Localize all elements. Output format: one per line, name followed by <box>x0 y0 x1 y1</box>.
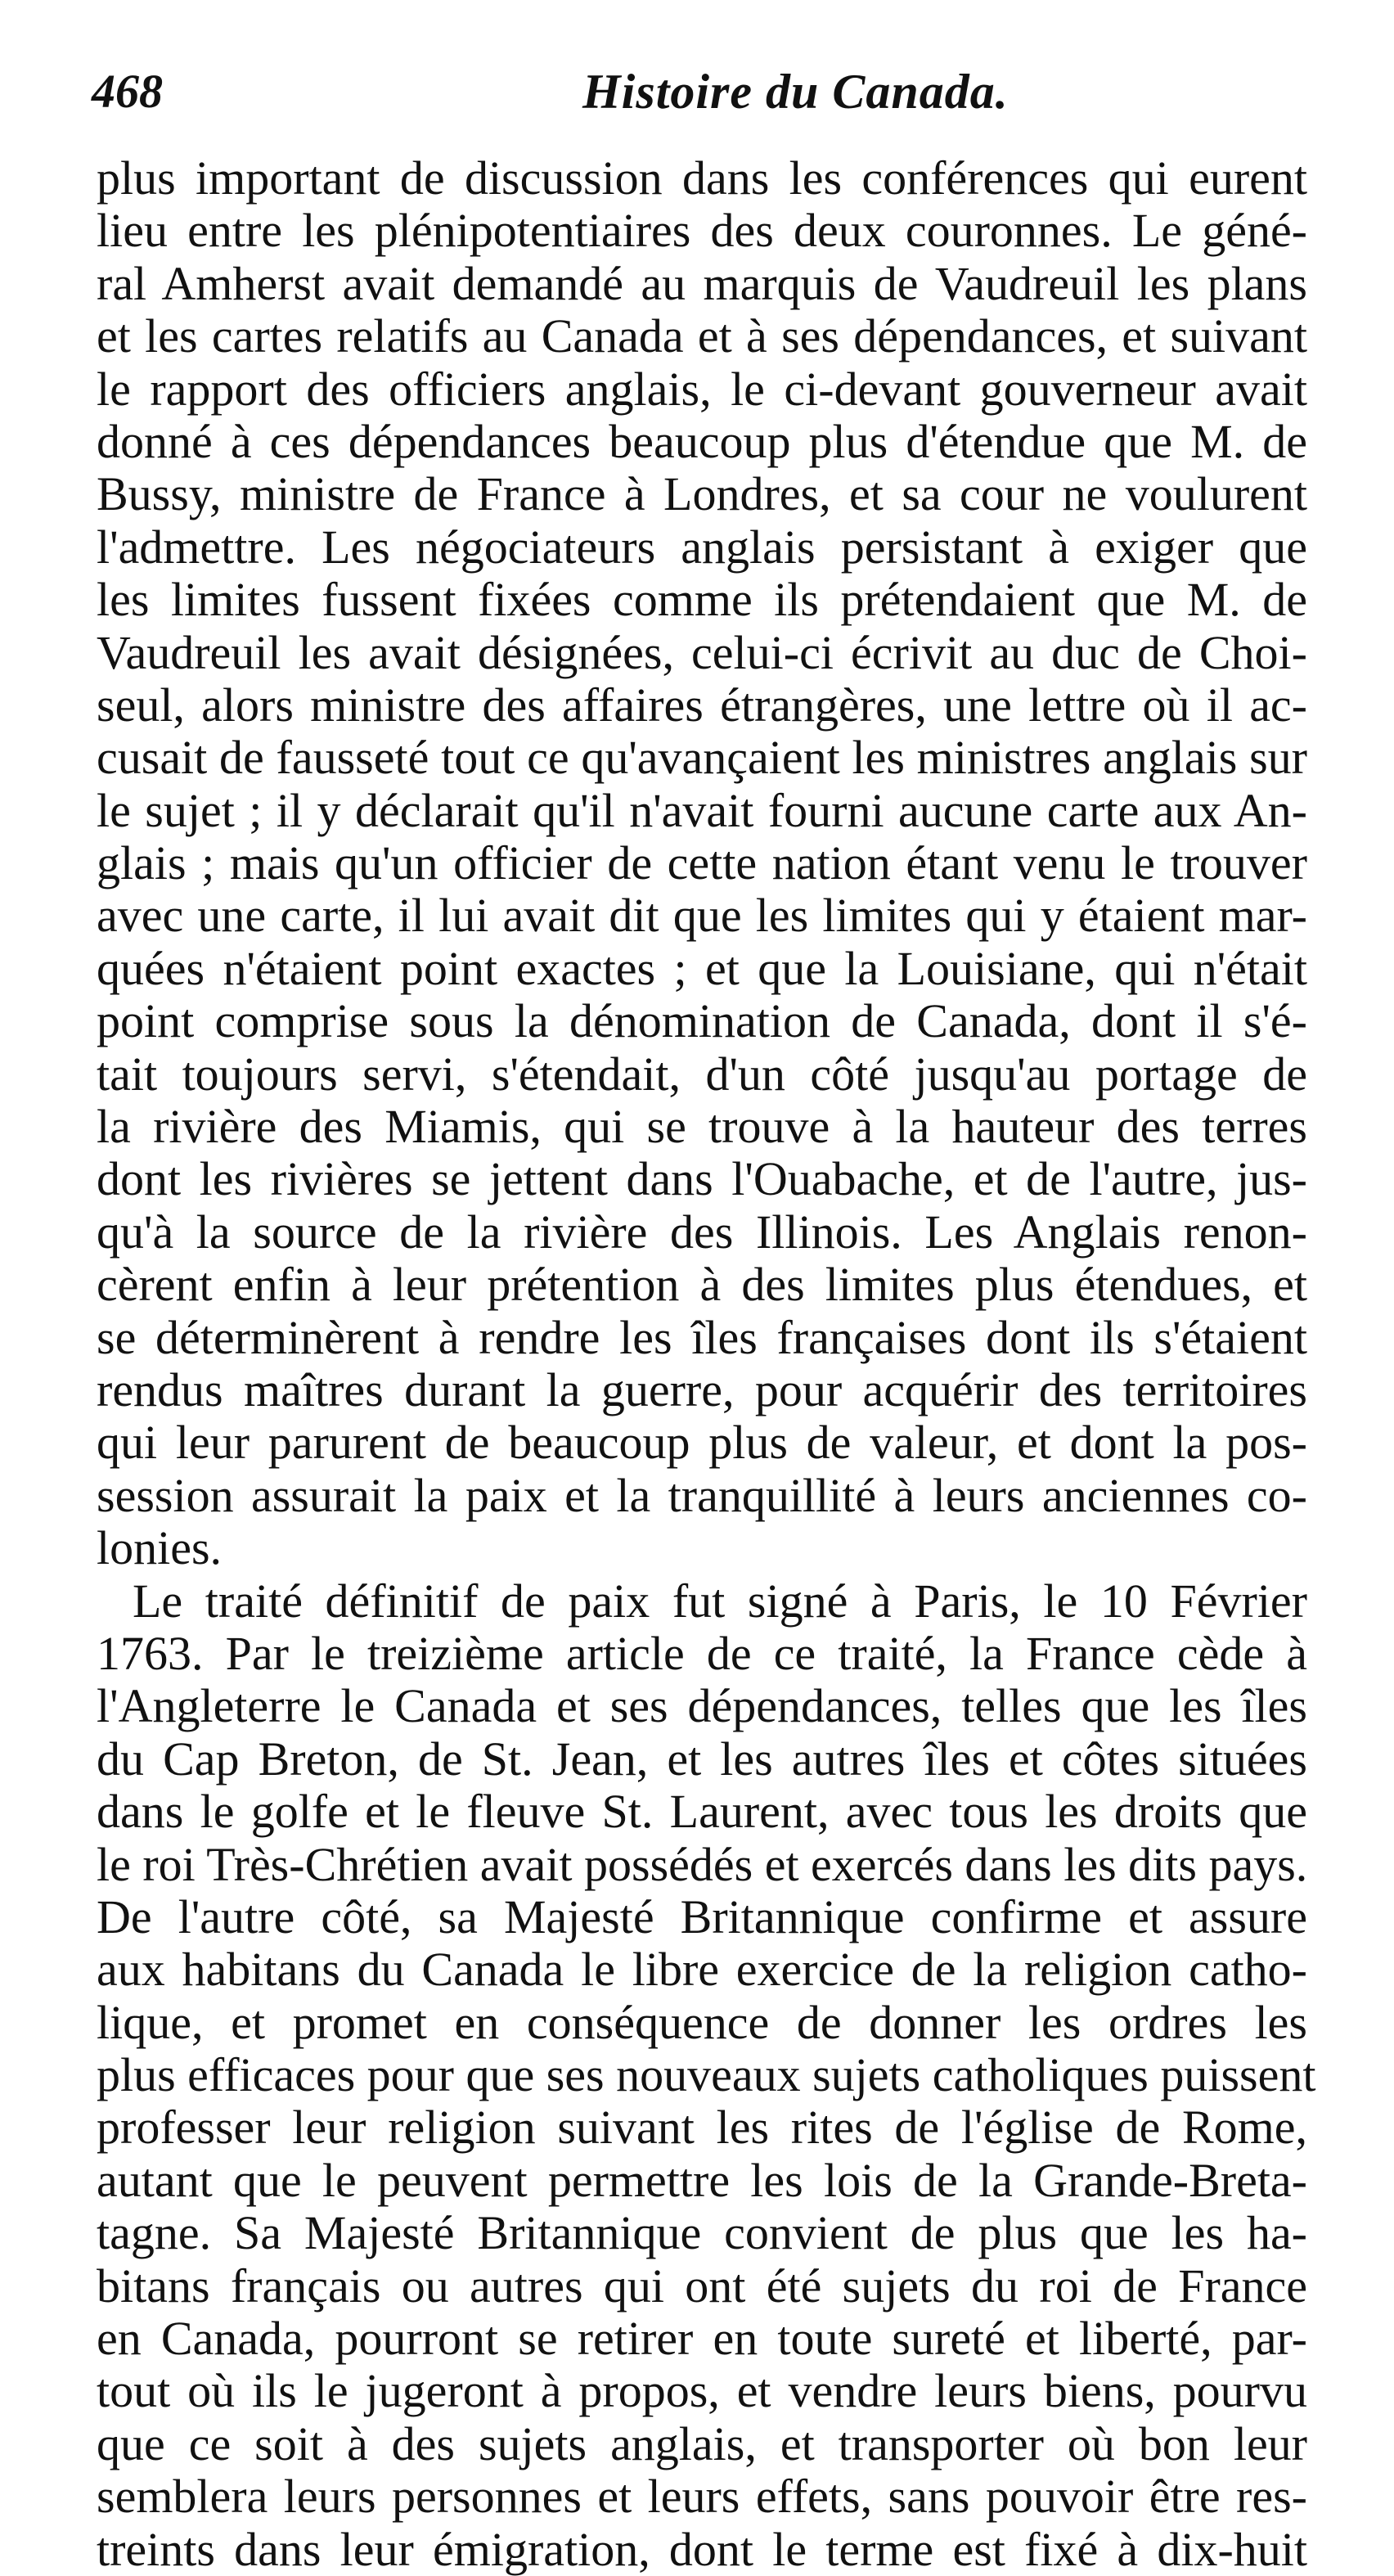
text-line: professer leur religion suivant les rites de l'église de Rome, <box>97 2101 1307 2155</box>
text-line: et les cartes relatifs au Canada et à ses dépendances, et suivant <box>97 309 1307 363</box>
text-line: avec une carte, il lui avait dit que les limites qui y étaient mar- <box>97 889 1307 943</box>
text-line: lonies. <box>97 1521 223 1575</box>
text-line: plus efficaces pour que ses nouveaux sujets catholiques puissent <box>97 2048 1316 2102</box>
text-line: se déterminèrent à rendre les îles françaises dont ils s'étaient <box>97 1310 1307 1364</box>
text-line: donné à ces dépendances beaucoup plus d'étendue que M. de <box>97 414 1307 468</box>
text-line: Bussy, ministre de France à Londres, et sa cour ne voulurent <box>97 467 1307 521</box>
body-text <box>97 151 1316 2576</box>
text-line: treints dans leur émigration, dont le terme est fixé à dix-huit <box>97 2522 1307 2576</box>
text-line: en Canada, pourront se retirer en toute sureté et liberté, par- <box>97 2312 1307 2366</box>
text-line: bitans français ou autres qui ont été sujets du roi de France <box>97 2259 1307 2313</box>
text-line: la rivière des Miamis, qui se trouve à la hauteur des terres <box>97 1100 1307 1154</box>
text-line: qui leur parurent de beaucoup plus de valeur, et dont la pos- <box>97 1416 1307 1470</box>
text-line: point comprise sous la dénomination de Canada, dont il s'é- <box>97 994 1307 1048</box>
running-head <box>92 51 1302 133</box>
text-line: ral Amherst avait demandé au marquis de Vaudreuil les plans <box>97 256 1307 310</box>
text-line: lieu entre les plénipotentiaires des deux couronnes. Le géné- <box>97 204 1307 258</box>
text-line: dont les rivières se jettent dans l'Ouabache, et de l'autre, jus- <box>97 1152 1307 1206</box>
text-line: De l'autre côté, sa Majesté Britannique confirme et assure <box>97 1889 1307 1943</box>
text-line: qu'à la source de la rivière des Illinois. Les Anglais renon- <box>97 1205 1307 1259</box>
text-line: autant que le peuvent permettre les lois de la Grande-Breta- <box>97 2153 1307 2207</box>
text-line: le roi Très-Chrétien avait possédés et exercés dans les dits pays. <box>97 1837 1308 1891</box>
text-line: Vaudreuil les avait désignées, celui-ci écrivit au duc de Choi- <box>97 625 1307 679</box>
text-line: glais ; mais qu'un officier de cette nation étant venu le trouver <box>97 836 1307 890</box>
text-line: plus important de discussion dans les conférences qui eurent <box>97 151 1307 205</box>
text-line: semblera leurs personnes et leurs effets, sans pouvoir être res- <box>97 2470 1307 2524</box>
text-line: dans le golfe et le fleuve St. Laurent, avec tous les droits que <box>97 1785 1307 1839</box>
text-line: tout où ils le jugeront à propos, et vendre leurs biens, pourvu <box>97 2364 1307 2418</box>
text-line: le rapport des officiers anglais, le ci-devant gouverneur avait <box>97 362 1307 416</box>
text-line: lique, et promet en conséquence de donner les ordres les <box>97 1995 1307 2049</box>
text-line: session assurait la paix et la tranquillité à leurs anciennes co- <box>97 1468 1307 1522</box>
text-line: les limites fussent fixées comme ils prétendaient que M. de <box>97 573 1307 627</box>
text-line: aux habitans du Canada le libre exercice de la religion catho- <box>97 1943 1307 1997</box>
text-line: seul, alors ministre des affaires étrangères, une lettre où il ac- <box>97 678 1307 732</box>
text-line: quées n'étaient point exactes ; et que la Louisiane, qui n'était <box>97 941 1307 995</box>
text-line: rendus maîtres durant la guerre, pour acquérir des territoires <box>97 1362 1307 1416</box>
text-line: le sujet ; il y déclarait qu'il n'avait fourni aucune carte aux An- <box>97 783 1307 837</box>
running-title: Histoire du Canada. <box>582 65 1009 119</box>
text-line: que ce soit à des sujets anglais, et transporter où bon leur <box>97 2416 1307 2470</box>
text-line: du Cap Breton, de St. Jean, et les autres îles et côtes situées <box>97 1732 1307 1786</box>
text-line: tait toujours servi, s'étendait, d'un côté jusqu'au portage de <box>97 1047 1307 1101</box>
text-line: cusait de fausseté tout ce qu'avançaient les ministres anglais sur <box>97 731 1307 785</box>
text-line: Le traité définitif de paix fut signé à Paris, le 10 Février <box>133 1574 1307 1628</box>
text-line: tagne. Sa Majesté Britannique convient de plus que les ha- <box>97 2206 1307 2260</box>
text-line: cèrent enfin à leur prétention à des limites plus étendues, et <box>97 1258 1307 1312</box>
text-line: l'admettre. Les négociateurs anglais persistant à exiger que <box>97 520 1307 574</box>
page-number: 468 <box>92 65 163 118</box>
text-line: l'Angleterre le Canada et ses dépendances, telles que les îles <box>97 1679 1307 1733</box>
text-line: 1763. Par le treizième article de ce traité, la France cède à <box>97 1626 1307 1680</box>
